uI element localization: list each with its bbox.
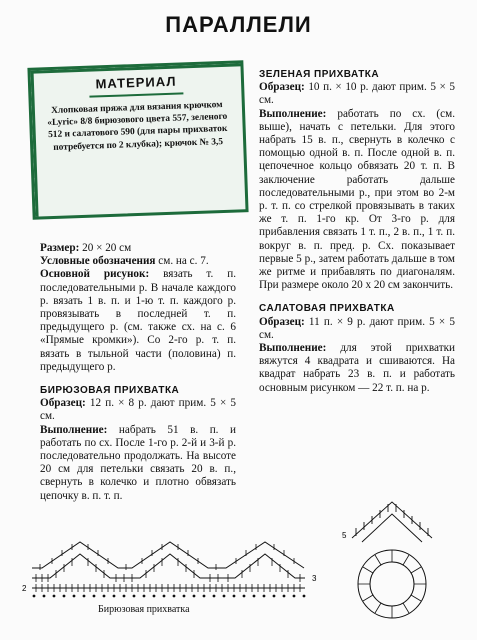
chart-zigzag-rows [32, 542, 305, 588]
diagram-caption: Бирюзовая прихватка [98, 604, 190, 615]
pattern-paragraph [40, 268, 236, 374]
crochet-chart-ring [332, 498, 452, 626]
lime-sample-label: Образец: [259, 315, 305, 328]
chart-chain-dots [33, 595, 306, 598]
turq-sample-text: 12 п. × 8 р. дают прим. 5 × 5 см. [40, 397, 237, 423]
symbols-line [40, 255, 236, 268]
size-line [40, 242, 236, 255]
pattern-label: Основной рисунок: [40, 268, 150, 281]
lime-sample-text: 11 п. × 9 р. дают прим. 5 × 5 см. [259, 315, 455, 341]
turq-exec-text: набрать 51 в. п. и работать по сх. После 1-го р. 2-й и 3-й р. последовательно продолжать. На высоте 20 см для петельки связать 20 в. п., свернуть в колечко и плотно обвязать цепочку в. п. т. п. [40, 423, 237, 502]
green-heading: ЗЕЛЕНАЯ ПРИХВАТКА [259, 69, 380, 80]
green-exec [259, 108, 455, 293]
turq-heading: БИРЮЗОВАЯ ПРИХВАТКА [40, 385, 180, 397]
chart-row-right-label: 3 [312, 574, 317, 583]
chart-row-left-label: 2 [22, 584, 27, 593]
left-column [40, 242, 236, 503]
page-title: ПАРАЛЛЕЛИ [165, 12, 312, 37]
material-heading: МАТЕРИАЛ [95, 73, 177, 92]
lime-exec [259, 342, 455, 395]
green-exec-label: Выполнение: [259, 107, 327, 120]
turq-sample-label: Образец: [40, 397, 86, 410]
turq-exec [40, 424, 236, 503]
ring-diagonals [352, 502, 432, 542]
right-column [259, 68, 455, 395]
green-sample-label: Образец: [259, 81, 305, 94]
material-text: Хлопковая пряжа для вязания крючком «Lyric» 8/8 бирюзового цвета 557, зеленого 512 и салатового 590 (для пары прихваток потребуется по 2 клубка); крючок № 3,5 [47, 100, 228, 153]
ring-row-label: 5 [342, 531, 347, 540]
green-sample [259, 81, 455, 107]
lime-exec-text: для этой прихватки вяжутся 4 квадрата и сшиваются. На квадрат набрать 23 в. п. и работать основным рисунком — 22 т. п. на р. [259, 342, 456, 394]
turq-exec-label: Выполнение: [40, 423, 108, 436]
symbols-label: Условные обозначения [40, 255, 156, 268]
size-value: 20 × 20 см [82, 242, 132, 254]
turq-sample [40, 397, 236, 423]
lime-sample [259, 316, 455, 342]
material-box [27, 60, 248, 219]
green-sample-text: 10 п. × 10 р. дают прим. 5 × 5 см. [259, 81, 456, 107]
green-exec-text: работать по сх. (см. выше), начать с петельки. Для этого набрать 15 в. п., свернуть в колечко с помощью одной в. п. После одной в. п. цепочечное кольцо обвязать 20 т. п. В заключение работать дальше последовательными р., при этом во 2-м р. т. п. со стрелкой провязывать в таких же т. п. 1-го кр. От 3-го р. для прибавления связать 1 т. п., 2 в. п., 1 т. п. вокруг в. п. пред. р. Сх. показывает первые 5 р., затем работать дальше в том же ритме и прибавлять по диагоналям. При размере около 20 х 20 см закончить. [259, 107, 455, 292]
size-label: Размер: [40, 242, 80, 254]
material-underline [89, 92, 183, 97]
symbols-value: см. на с. 7. [158, 255, 209, 268]
lime-exec-label: Выполнение: [259, 342, 327, 355]
pattern-text: вязать т. п. последовательными р. В начале каждого р. вязать 1 в. п. и 1-ю т. п. каждого р. провязывать в последней т. п. предыдущего р. (см. также сх. на с. 6 «Прямые кромки»). Со 2-го р. т. п. вязать в тыльной части (половина) п. предыдущего р. [40, 268, 236, 373]
lime-heading: САЛАТОВАЯ ПРИХВАТКА [259, 303, 395, 315]
chart-stitches [36, 544, 300, 592]
crochet-chart-zigzag [20, 540, 325, 600]
